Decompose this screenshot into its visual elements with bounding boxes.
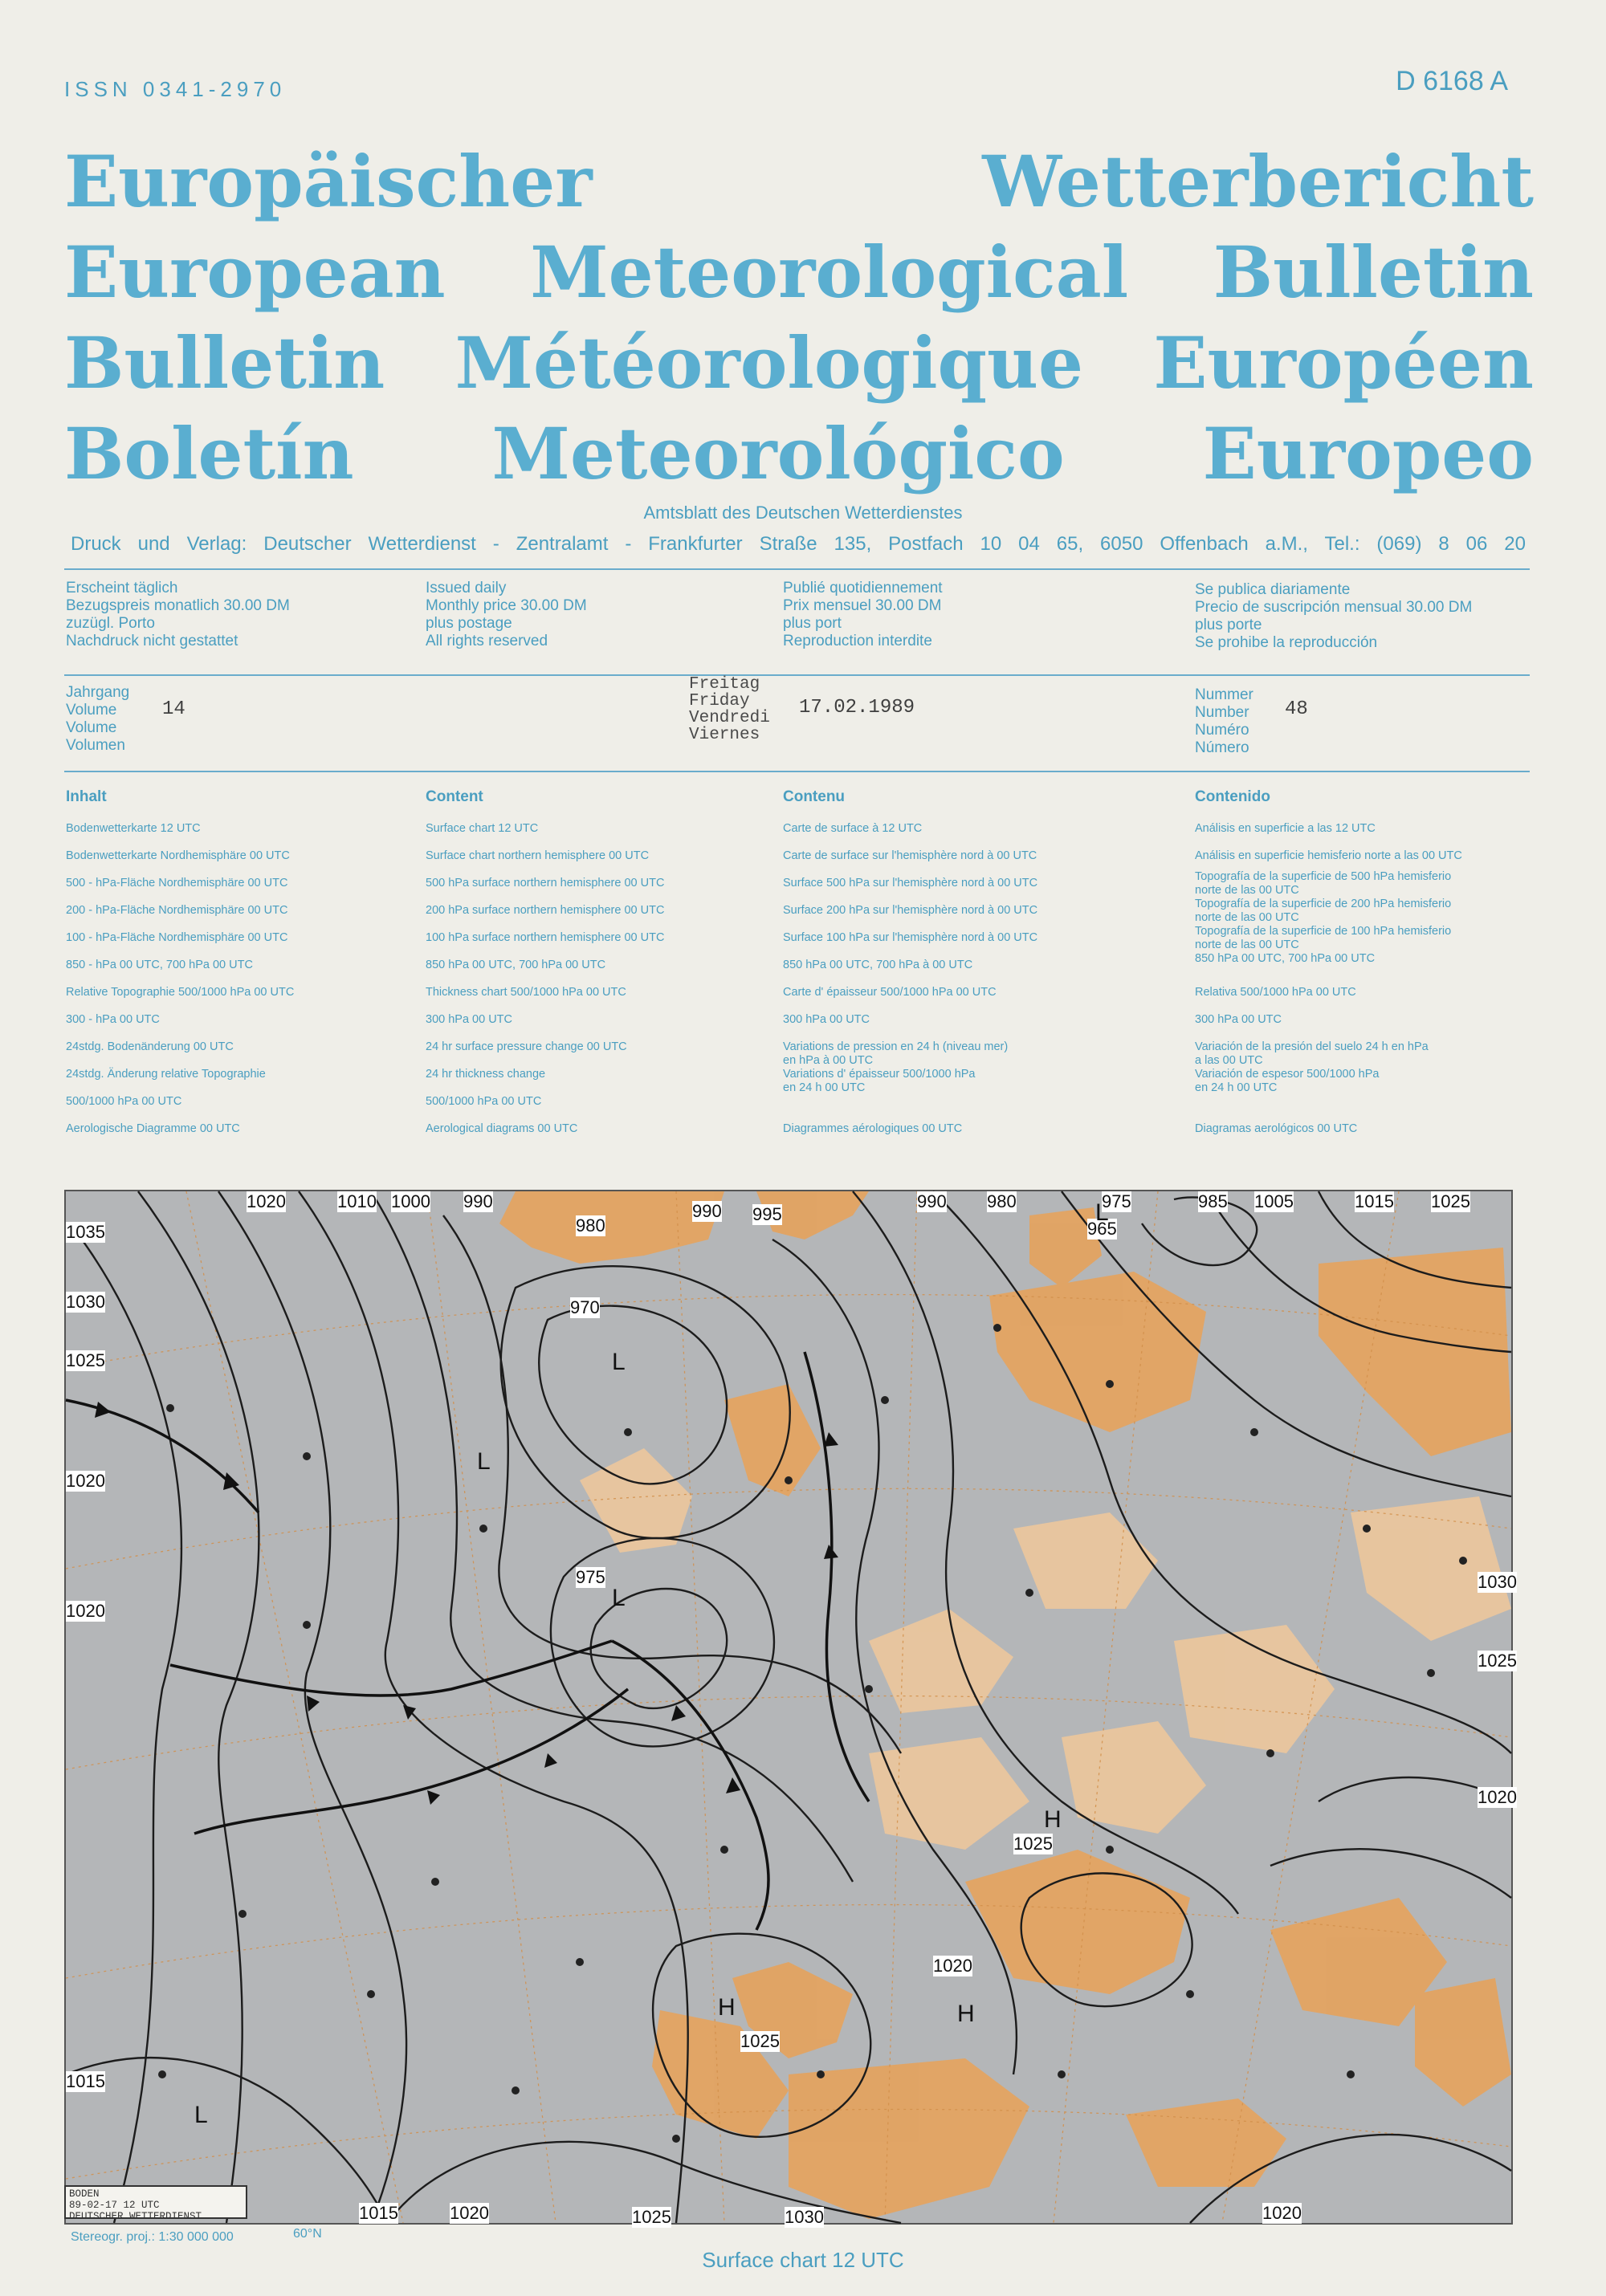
isobar-label: 1020 — [66, 1471, 105, 1491]
subscription-french: Publié quotidiennement Prix mensuel 30.00 DM plus port Reproduction interdite — [783, 580, 943, 649]
list-item: Aerological diagrams 00 UTC — [426, 1122, 578, 1135]
title-english: European Meteorological Bulletin — [64, 230, 1534, 314]
contents-list-german — [66, 822, 403, 1143]
low-pressure-center: L — [194, 2102, 208, 2128]
list-item: Surface 100 hPa sur l'hemisphère nord à 00 UTC — [783, 931, 1038, 944]
isobar-label: 1015 — [66, 2071, 105, 2091]
map-graphic — [66, 1191, 1511, 2223]
list-item: Bodenwetterkarte Nordhemisphäre 00 UTC — [66, 849, 290, 862]
list-item: 300 hPa 00 UTC — [1195, 1013, 1282, 1026]
list-item: Análisis en superficie a las 12 UTC — [1195, 822, 1376, 835]
number-labels: Nummer Number Numéro Número — [1195, 686, 1253, 756]
list-item: 500 - hPa-Fläche Nordhemisphäre 00 UTC — [66, 877, 288, 889]
contents-heading-spanish: Contenido — [1195, 788, 1270, 805]
subtitle: Amtsblatt des Deutschen Wetterdienstes — [643, 503, 963, 523]
contents-list-english — [426, 822, 763, 1143]
list-item: Thickness chart 500/1000 hPa 00 UTC — [426, 986, 626, 999]
list-item: 500/1000 hPa 00 UTC — [426, 1095, 542, 1108]
isobar-label: 1005 — [1254, 1191, 1294, 1211]
list-item: 850 hPa 00 UTC, 700 hPa 00 UTC — [426, 959, 606, 971]
list-item: Variations de pression en 24 h (niveau mer) — [783, 1040, 1009, 1053]
list-item: Aerologische Diagramme 00 UTC — [66, 1122, 240, 1135]
isobar-label: 995 — [752, 1204, 782, 1224]
list-item: Carte de surface à 12 UTC — [783, 822, 923, 835]
list-item: 300 hPa 00 UTC — [426, 1013, 513, 1026]
list-item: 100 hPa surface northern hemisphere 00 UTC — [426, 931, 665, 944]
list-item: Relativa 500/1000 hPa 00 UTC — [1195, 986, 1356, 999]
map-stamp: BODEN 89-02-17 12 UTC DEUTSCHER WETTERDIENST — [64, 2185, 247, 2219]
issue-date: 17.02.1989 — [799, 697, 915, 719]
list-item: norte de las 00 UTC — [1195, 911, 1299, 924]
divider — [64, 568, 1530, 570]
volume-value: 14 — [162, 698, 185, 720]
divider — [64, 771, 1530, 772]
list-item: Surface 500 hPa sur l'hemisphère nord à 00 UTC — [783, 877, 1038, 889]
list-item: 850 hPa 00 UTC, 700 hPa 00 UTC — [1195, 952, 1376, 965]
list-item: 200 - hPa-Fläche Nordhemisphäre 00 UTC — [66, 904, 288, 917]
isobar-label: 985 — [1198, 1191, 1228, 1211]
contents-list-french — [783, 822, 1168, 1143]
list-item: Carte de surface sur l'hemisphère nord à 00 UTC — [783, 849, 1037, 862]
publisher-line: Druck und Verlag: Deutscher Wetterdienst - Zentralamt - Frankfurter Straße 135, Postfach 10 04 65, 6050 Offenbach a.M., Tel.: (069) 8 06 20 — [71, 533, 1526, 555]
low-pressure-center: L — [612, 1585, 626, 1611]
isobar-label: 980 — [576, 1215, 605, 1236]
list-item: Diagrammes aérologiques 00 UTC — [783, 1122, 963, 1135]
volume-labels: Jahrgang Volume Volume Volumen — [66, 684, 130, 754]
list-item: 24 hr thickness change — [426, 1068, 546, 1081]
title-german: Europäischer Wetterbericht — [64, 140, 1534, 223]
list-item: norte de las 00 UTC — [1195, 884, 1299, 897]
isobar-label: 1030 — [1478, 1572, 1517, 1592]
isobar-label: 1025 — [1013, 1834, 1053, 1854]
high-pressure-center: H — [718, 1994, 736, 2021]
contents-list-spanish — [1195, 822, 1532, 1143]
list-item: 24stdg. Änderung relative Topographie — [66, 1068, 266, 1081]
isobar-label: 975 — [1102, 1191, 1131, 1211]
isobar-label: 1025 — [66, 1350, 105, 1370]
list-item: Variación de la presión del suelo 24 h en hPa — [1195, 1040, 1429, 1053]
subscription-spanish: Se publica diariamente Precio de suscripción mensual 30.00 DM plus porte Se prohibe la reproducción — [1195, 581, 1473, 651]
list-item: Carte d' épaisseur 500/1000 hPa 00 UTC — [783, 986, 997, 999]
isobar-label: 1020 — [1262, 2203, 1302, 2223]
low-pressure-center: L — [477, 1448, 491, 1475]
isobar-label: 1020 — [450, 2203, 489, 2223]
isobar-label: 980 — [987, 1191, 1017, 1211]
list-item: 100 - hPa-Fläche Nordhemisphäre 00 UTC — [66, 931, 288, 944]
issn-number: ISSN 0341-2970 — [64, 77, 287, 101]
list-item: Relative Topographie 500/1000 hPa 00 UTC — [66, 986, 295, 999]
map-caption: Surface chart 12 UTC — [702, 2248, 904, 2272]
isobar-label: 1025 — [1431, 1191, 1470, 1211]
list-item: 300 - hPa 00 UTC — [66, 1013, 160, 1026]
isobar-label: 1020 — [247, 1191, 286, 1211]
contents-heading-french: Contenu — [783, 788, 846, 805]
isobar-label: 990 — [463, 1191, 493, 1211]
high-pressure-center: H — [957, 2001, 975, 2027]
list-item: 500 hPa surface northern hemisphere 00 UTC — [426, 877, 665, 889]
isobar-label: 1020 — [1478, 1787, 1517, 1807]
list-item: en 24 h 00 UTC — [1195, 1081, 1278, 1094]
list-item: Diagramas aerológicos 00 UTC — [1195, 1122, 1358, 1135]
list-item: a las 00 UTC — [1195, 1054, 1263, 1067]
isobar-label: 1020 — [933, 1956, 972, 1976]
list-item: 300 hPa 00 UTC — [783, 1013, 870, 1026]
issue-number: 48 — [1285, 698, 1308, 720]
list-item: Variations d' épaisseur 500/1000 hPa — [783, 1068, 976, 1081]
map-projection: Stereogr. proj.: 1:30 000 000 — [71, 2230, 234, 2244]
subscription-german: Erscheint täglich Bezugspreis monatlich 30.00 DM zuzügl. Porto Nachdruck nicht gestattet — [66, 580, 290, 649]
list-item: Surface 200 hPa sur l'hemisphère nord à 00 UTC — [783, 904, 1038, 917]
list-item: Análisis en superficie hemisferio norte a las 00 UTC — [1195, 849, 1462, 862]
list-item: Topografía de la superficie de 100 hPa hemisferio — [1195, 925, 1452, 938]
isobar-label: 1025 — [740, 2031, 780, 2051]
list-item: 200 hPa surface northern hemisphere 00 UTC — [426, 904, 665, 917]
list-item: norte de las 00 UTC — [1195, 938, 1299, 951]
list-item: 24stdg. Bodenänderung 00 UTC — [66, 1040, 234, 1053]
list-item: 850 hPa 00 UTC, 700 hPa à 00 UTC — [783, 959, 973, 971]
isobar-label: 970 — [570, 1297, 600, 1317]
land-relief — [499, 1191, 1511, 2219]
list-item: 850 - hPa 00 UTC, 700 hPa 00 UTC — [66, 959, 253, 971]
isobar-label: 1015 — [359, 2203, 398, 2223]
low-pressure-center: L — [1095, 1199, 1109, 1226]
title-spanish: Boletín Meteorológico Europeo — [64, 412, 1534, 495]
list-item: Bodenwetterkarte 12 UTC — [66, 822, 201, 835]
low-pressure-center: L — [612, 1349, 626, 1375]
isobar-label: 1025 — [1478, 1651, 1517, 1671]
list-item: Variación de espesor 500/1000 hPa — [1195, 1068, 1380, 1081]
isobar-label: 1030 — [785, 2207, 824, 2227]
subscription-english: Issued daily Monthly price 30.00 DM plus postage All rights reserved — [426, 580, 587, 649]
list-item: 500/1000 hPa 00 UTC — [66, 1095, 182, 1108]
isobar-label: 1000 — [391, 1191, 430, 1211]
isobar-label: 1035 — [66, 1222, 105, 1242]
land-low — [580, 1448, 1511, 1850]
list-item: Surface chart 12 UTC — [426, 822, 539, 835]
contents-heading-german: Inhalt — [66, 788, 107, 805]
publication-code: D 6168 A — [1396, 66, 1508, 96]
day-labels: Freitag Friday Vendredi Viernes — [689, 675, 770, 744]
isobar-label: 965 — [1087, 1219, 1117, 1239]
isobar-label: 990 — [692, 1201, 722, 1221]
contents-heading-english: Content — [426, 788, 483, 805]
list-item: 24 hr surface pressure change 00 UTC — [426, 1040, 627, 1053]
surface-weather-map — [64, 1190, 1517, 2227]
list-item: en hPa à 00 UTC — [783, 1054, 874, 1067]
isobar-label: 975 — [576, 1567, 605, 1587]
high-pressure-center: H — [1044, 1806, 1062, 1833]
list-item: en 24 h 00 UTC — [783, 1081, 866, 1094]
title-french: Bulletin Météorologique Européen — [64, 321, 1534, 405]
isobar-label: 1015 — [1355, 1191, 1394, 1211]
map-latitude: 60°N — [293, 2227, 322, 2241]
isobar-label: 1020 — [66, 1601, 105, 1621]
divider — [64, 674, 1530, 676]
isobar-label: 1010 — [337, 1191, 377, 1211]
list-item: Surface chart northern hemisphere 00 UTC — [426, 849, 650, 862]
isobar-label: 1030 — [66, 1292, 105, 1312]
list-item: Topografía de la superficie de 500 hPa hemisferio — [1195, 870, 1452, 883]
isobar-label: 1025 — [632, 2207, 671, 2227]
isobar-label: 990 — [917, 1191, 947, 1211]
list-item: Topografía de la superficie de 200 hPa hemisferio — [1195, 898, 1452, 910]
